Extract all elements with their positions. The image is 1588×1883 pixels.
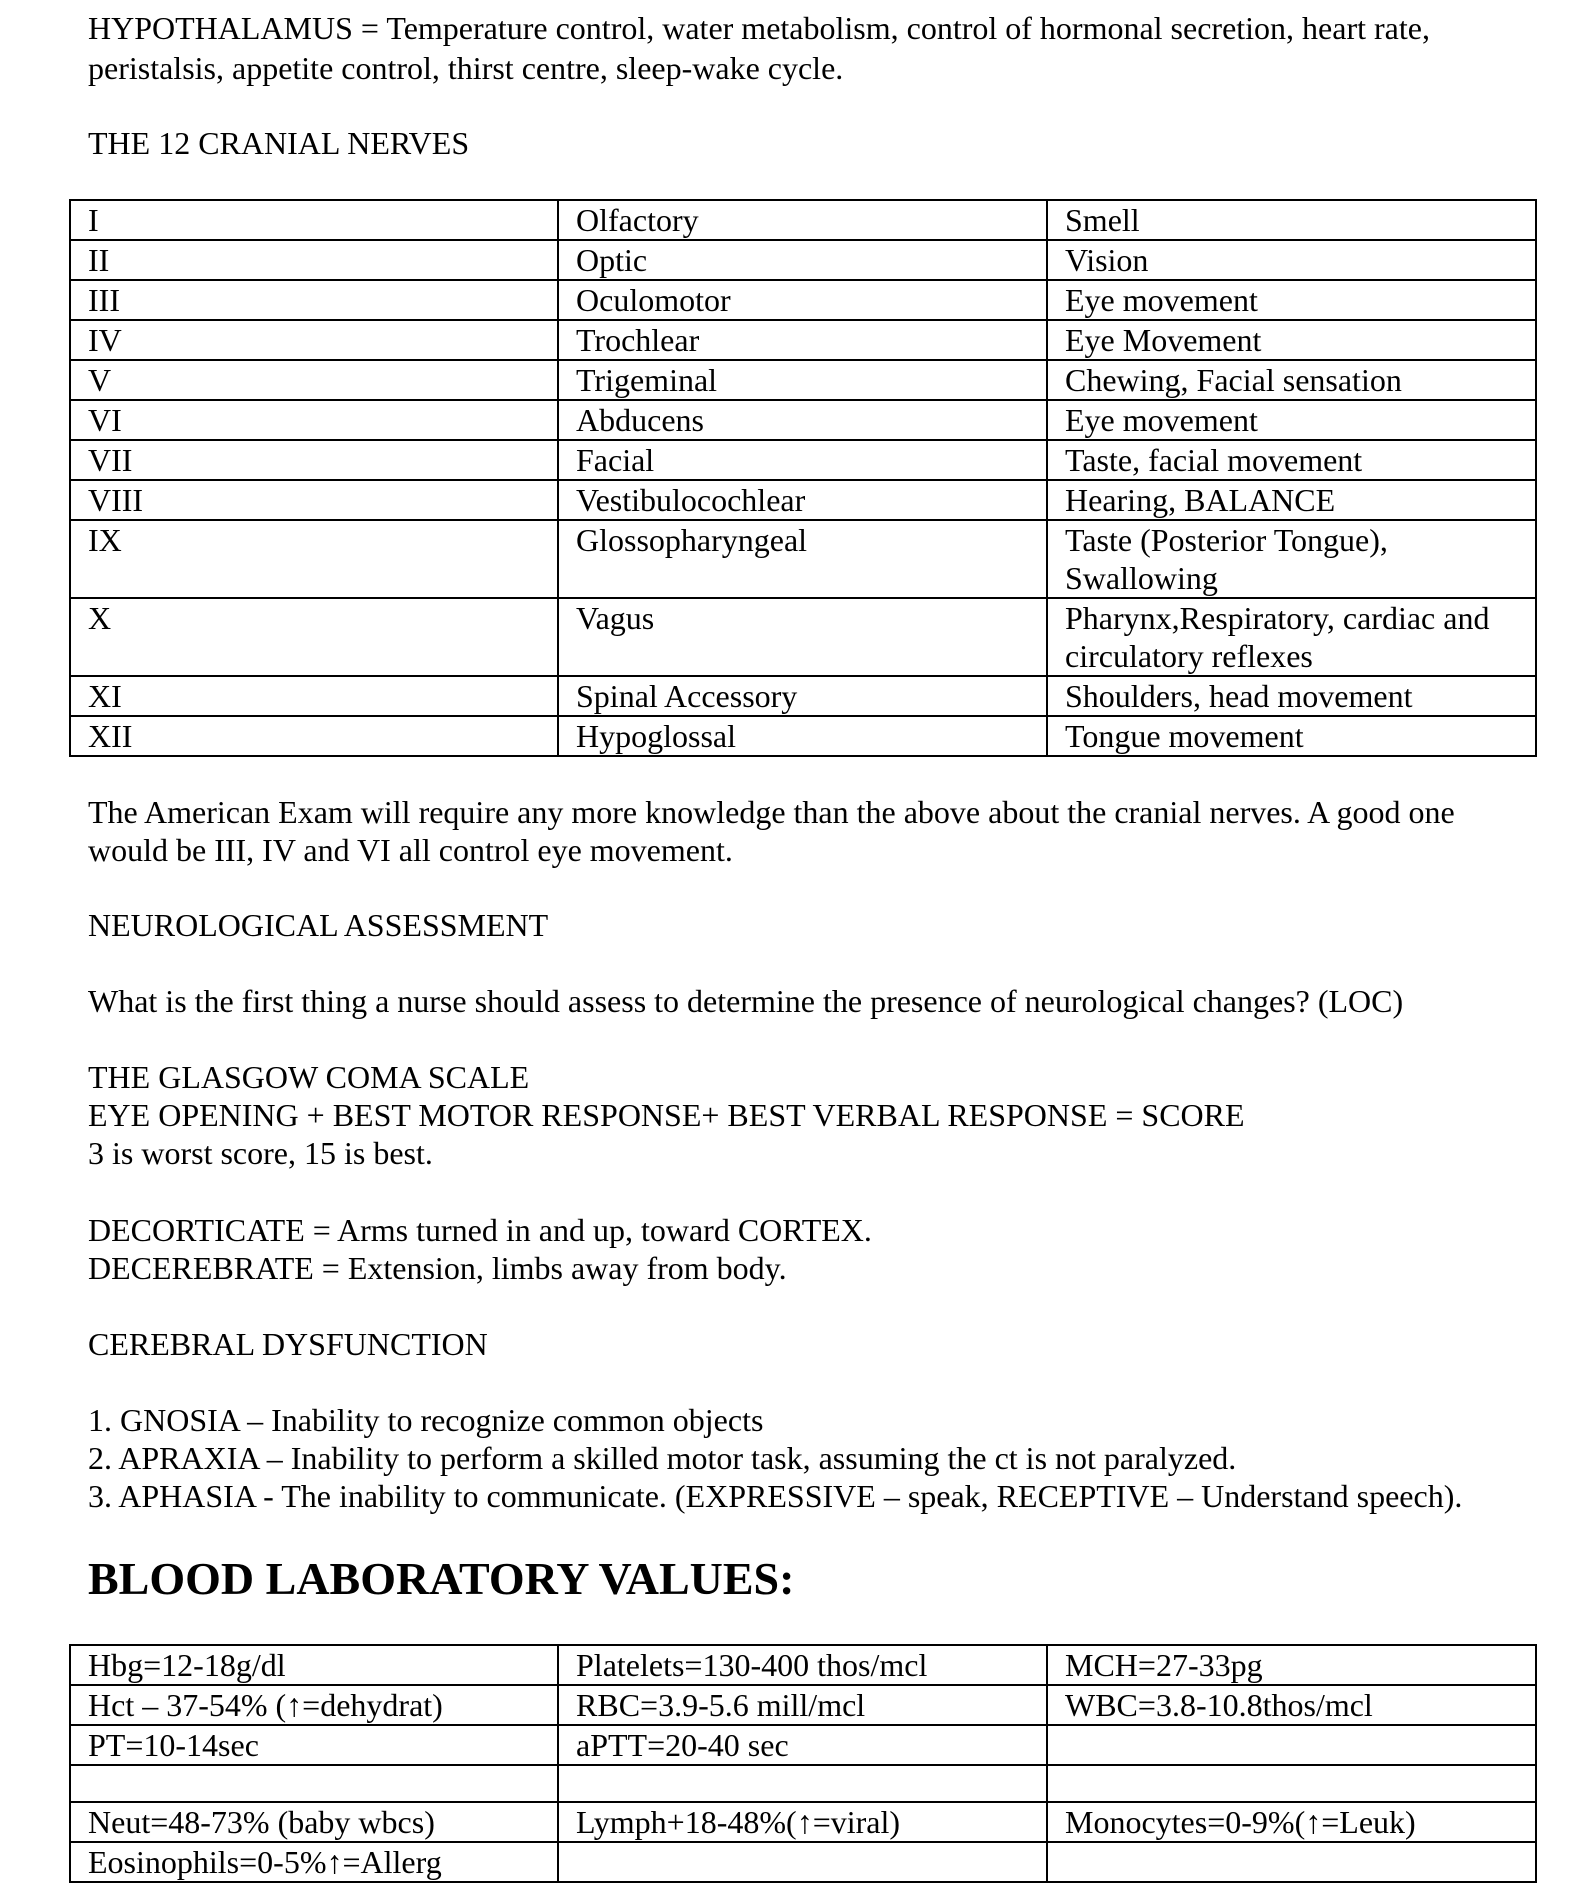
decorticate-text: DECORTICATE = Arms turned in and up, toward CORTEX. [88,1212,872,1248]
lab-cell: Platelets=130-400 thos/mcl [558,1645,1047,1685]
nerve-function: Taste (Posterior Tongue), Swallowing [1047,520,1536,598]
nerve-number: X [70,598,558,676]
table-row [70,676,1536,716]
table-row [70,280,1536,320]
nerve-number: I [70,200,558,240]
nerve-function: Smell [1047,200,1536,240]
table-row [70,520,1536,598]
lab-cell [558,1842,1047,1882]
nerve-name: Vestibulocochlear [558,480,1047,520]
list-item: 1. GNOSIA – Inability to recognize common objects [88,1402,764,1438]
nerve-number: III [70,280,558,320]
cranial-nerves-table [69,199,1537,757]
blood-lab-values-heading: BLOOD LABORATORY VALUES: [88,1553,795,1604]
lab-cell: Monocytes=0-9%(↑=Leuk) [1047,1802,1536,1842]
table-row [70,360,1536,400]
table-row [70,440,1536,480]
nerve-name: Vagus [558,598,1047,676]
lab-cell [1047,1725,1536,1765]
nerve-name: Glossopharyngeal [558,520,1047,598]
lab-cell: Neut=48-73% (baby wbcs) [70,1802,558,1842]
lab-cell [1047,1765,1536,1802]
nerve-name: Olfactory [558,200,1047,240]
nerve-number: VII [70,440,558,480]
nerve-function: Tongue movement [1047,716,1536,756]
glasgow-heading: THE GLASGOW COMA SCALE [88,1059,530,1095]
neuro-assessment-heading: NEUROLOGICAL ASSESSMENT [88,907,549,943]
nerve-number: XI [70,676,558,716]
table-row [70,400,1536,440]
nerve-name: Trigeminal [558,360,1047,400]
table-row [70,1842,1536,1882]
table-row [70,1765,1536,1802]
list-item: 3. APHASIA - The inability to communicate. (EXPRESSIVE – speak, RECEPTIVE – Understand speech). [88,1478,1463,1514]
table-row [70,598,1536,676]
nerve-name: Optic [558,240,1047,280]
glasgow-range: 3 is worst score, 15 is best. [88,1135,433,1171]
lab-cell: aPTT=20-40 sec [558,1725,1047,1765]
nerve-number: V [70,360,558,400]
nerve-function: Pharynx,Respiratory, cardiac and circulatory reflexes [1047,598,1536,676]
glasgow-formula: EYE OPENING + BEST MOTOR RESPONSE+ BEST VERBAL RESPONSE = SCORE [88,1097,1245,1133]
hypothalamus-line-2: peristalsis, appetite control, thirst centre, sleep-wake cycle. [88,50,844,86]
table-row [70,200,1536,240]
nerve-function: Hearing, BALANCE [1047,480,1536,520]
nerve-function: Eye movement [1047,400,1536,440]
table-row [70,716,1536,756]
nerve-number: II [70,240,558,280]
nerve-number: IV [70,320,558,360]
nerve-name: Hypoglossal [558,716,1047,756]
blood-lab-table [69,1644,1537,1883]
table-row [70,1685,1536,1725]
nerve-name: Spinal Accessory [558,676,1047,716]
table-row [70,320,1536,360]
nerve-number: XII [70,716,558,756]
lab-cell: WBC=3.8-10.8thos/mcl [1047,1685,1536,1725]
nerve-name: Trochlear [558,320,1047,360]
lab-cell: MCH=27-33pg [1047,1645,1536,1685]
decerebrate-text: DECEREBRATE = Extension, limbs away from body. [88,1250,787,1286]
nerve-name: Facial [558,440,1047,480]
nerve-function: Vision [1047,240,1536,280]
lab-cell: RBC=3.9-5.6 mill/mcl [558,1685,1047,1725]
cranial-note-line-2: would be III, IV and VI all control eye movement. [88,832,733,868]
table-row [70,480,1536,520]
lab-cell [558,1765,1047,1802]
hypothalamus-line-1: HYPOTHALAMUS = Temperature control, water metabolism, control of hormonal secretion, heart rate, [88,10,1430,46]
cranial-note-line-1: The American Exam will require any more knowledge than the above about the cranial nerves. A good one [88,794,1455,830]
lab-cell: PT=10-14sec [70,1725,558,1765]
lab-cell [1047,1842,1536,1882]
nerve-number: VI [70,400,558,440]
nerve-name: Oculomotor [558,280,1047,320]
table-row [70,1645,1536,1685]
nerve-number: IX [70,520,558,598]
cerebral-dysfunction-heading: CEREBRAL DYSFUNCTION [88,1326,488,1362]
nerve-name: Abducens [558,400,1047,440]
table-row [70,1802,1536,1842]
lab-cell: Eosinophils=0-5%↑=Allerg [70,1842,558,1882]
nerve-number: VIII [70,480,558,520]
lab-cell [70,1765,558,1802]
neuro-question: What is the first thing a nurse should assess to determine the presence of neurological changes? (LOC) [88,983,1404,1019]
table-row [70,240,1536,280]
lab-cell: Hct – 37-54% (↑=dehydrat) [70,1685,558,1725]
lab-cell: Hbg=12-18g/dl [70,1645,558,1685]
nerve-function: Taste, facial movement [1047,440,1536,480]
nerve-function: Chewing, Facial sensation [1047,360,1536,400]
nerve-function: Eye movement [1047,280,1536,320]
lab-cell: Lymph+18-48%(↑=viral) [558,1802,1047,1842]
nerve-function: Eye Movement [1047,320,1536,360]
table-row [70,1725,1536,1765]
list-item: 2. APRAXIA – Inability to perform a skilled motor task, assuming the ct is not paralyzed. [88,1440,1237,1476]
cranial-nerves-heading: THE 12 CRANIAL NERVES [88,125,470,161]
nerve-function: Shoulders, head movement [1047,676,1536,716]
